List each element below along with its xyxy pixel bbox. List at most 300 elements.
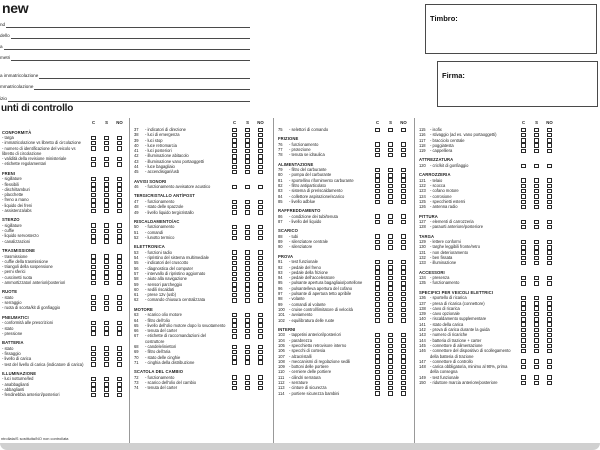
checkbox-no[interactable] (547, 225, 552, 230)
checkbox-c[interactable] (521, 164, 526, 169)
checkbox-c[interactable] (375, 391, 380, 396)
item-number: 123 (419, 188, 426, 194)
item-label: - parabrezza (289, 337, 312, 343)
checkbox-no[interactable] (401, 128, 406, 133)
item-number: 88 (278, 233, 283, 239)
item-label: - luce bagagliaio (145, 164, 175, 170)
checkbox-no[interactable] (117, 306, 122, 311)
item-label: - lettere conformi (430, 239, 461, 245)
item-label: - dischi/tamburi (2, 186, 30, 192)
checkbox-c[interactable] (375, 245, 380, 250)
checkbox-no[interactable] (117, 239, 122, 244)
section-title: ACCESSORI (419, 269, 445, 275)
checkbox-s[interactable] (104, 393, 109, 398)
item-label: - cavo di ricarica (430, 305, 460, 311)
item-number: 62 (134, 297, 139, 303)
checklist-item (2, 305, 126, 310)
item-number: 104 (278, 337, 285, 343)
section-title: TERGICRISTALLO ANT/POST (134, 193, 195, 199)
item-label: - tenuta del carter (145, 328, 178, 334)
item-number: 71 (134, 359, 139, 365)
check-header-cell: C (375, 120, 380, 125)
check-header-row (134, 120, 267, 126)
item-label: - carica obbligatoria, minimo al 90%, prima della consegna (430, 364, 508, 375)
checkbox-s[interactable] (104, 239, 109, 244)
checkbox-s[interactable] (104, 331, 109, 336)
checkbox-no[interactable] (117, 209, 122, 214)
item-label: - comandi (145, 229, 163, 235)
item-label: - test del livello di carica (indicatore di carica) (2, 361, 84, 367)
item-label: - selettori di comando (289, 127, 329, 132)
checkbox-c[interactable] (232, 170, 237, 175)
item-label: - tappetini anteriori/posteriori (289, 332, 341, 338)
item-label: - intervallo di ripristino aggiornato (145, 270, 206, 276)
form-field-line[interactable] (11, 60, 250, 61)
item-number: 141 (419, 321, 426, 327)
item-label: - pulsante di apertura tetto apribile (289, 291, 352, 297)
checkbox-no[interactable] (547, 149, 552, 154)
checklist-item (419, 348, 556, 359)
check-header-cell: NO (116, 120, 123, 125)
item-label: - sigillature (2, 176, 22, 182)
item-label: - pompa del carburante (289, 172, 332, 178)
legend-text: ntrollata/S sostituita/NO non controllata (1, 436, 69, 441)
item-number: 102 (278, 317, 285, 323)
checklist-item (419, 148, 556, 153)
item-number: 77 (278, 147, 283, 153)
form-field-label: a (0, 44, 3, 49)
item-number: 109 (278, 364, 285, 370)
checklist-item (278, 318, 410, 323)
checkbox-c[interactable] (375, 153, 380, 158)
checkbox-no[interactable] (258, 170, 263, 175)
item-label: - flessibili (2, 181, 19, 187)
signature-box[interactable] (437, 61, 598, 107)
checkbox-s[interactable] (534, 164, 539, 169)
form-field-line[interactable] (11, 38, 250, 39)
checkbox-c[interactable] (232, 334, 237, 339)
item-label: - silenziatore centrale (289, 239, 328, 245)
signature-label: Firma: (442, 71, 465, 80)
section-title: RUOTE (2, 289, 18, 295)
checkbox-no[interactable] (117, 393, 122, 398)
checkbox-s[interactable] (388, 128, 393, 133)
item-number: 107 (278, 353, 285, 359)
checkbox-c[interactable] (91, 393, 96, 398)
checkbox-no[interactable] (258, 298, 263, 303)
check-header-row (419, 120, 556, 126)
item-label: - funzionamento (289, 141, 319, 147)
item-label: - comandi al volante (289, 301, 326, 307)
item-label: - canalizzazioni (2, 238, 30, 244)
section-title: INTERNI (278, 326, 296, 332)
checklist-item (134, 169, 267, 174)
item-label: - connettore di controllo (430, 358, 473, 364)
item-number: 121 (419, 177, 426, 183)
form-field-line[interactable] (4, 49, 250, 50)
item-number: 84 (278, 193, 283, 199)
checkbox-c[interactable] (375, 128, 380, 133)
checkbox-c[interactable] (91, 281, 96, 286)
checklist-item (278, 219, 410, 224)
checkbox-s[interactable] (104, 306, 109, 311)
item-number: 74 (134, 385, 139, 391)
checkbox-c[interactable] (232, 210, 237, 215)
item-label: - sigillature (2, 222, 22, 228)
checkbox-s[interactable] (388, 391, 393, 396)
checkbox-c[interactable] (232, 185, 237, 190)
item-label: - pedale del freno (289, 264, 321, 270)
checkbox-s[interactable] (245, 210, 250, 215)
item-number: 131 (419, 249, 426, 255)
item-label: - ruota di scorta/kit di gonfiaggio (2, 305, 61, 311)
checkbox-s[interactable] (534, 205, 539, 210)
item-label: - fissaggio (2, 350, 21, 356)
checkbox-c[interactable] (232, 386, 237, 391)
item-label: - luce retromarcia (145, 142, 177, 148)
checkbox-no[interactable] (401, 318, 406, 323)
checkbox-no[interactable] (547, 205, 552, 210)
checklist-item (134, 360, 267, 365)
form-field-line[interactable] (34, 89, 250, 90)
checkbox-c[interactable] (521, 381, 526, 386)
item-label: - cruise control/limitatore di velocità (289, 306, 353, 312)
checkbox-no[interactable] (401, 391, 406, 396)
item-label: - pedale della frizione (289, 269, 328, 275)
form-field-row (0, 80, 250, 90)
item-label: - scarico dell'olio del cambio (145, 379, 197, 385)
checkbox-no[interactable] (117, 162, 122, 167)
item-label: - funzionamento avvisatore acustico (145, 184, 211, 190)
form-field-line[interactable] (8, 101, 250, 102)
checkbox-c[interactable] (91, 362, 96, 367)
checkbox-c[interactable] (521, 349, 526, 354)
checkbox-no[interactable] (258, 360, 263, 365)
checkbox-s[interactable] (245, 170, 250, 175)
checkbox-no[interactable] (401, 220, 406, 225)
item-label: - etichette regolamentari (2, 161, 47, 167)
item-label: - riduttore marcia anteriore/posteriore (430, 379, 498, 385)
checkbox-c[interactable] (375, 200, 380, 205)
checkbox-s[interactable] (245, 386, 250, 391)
checkbox-no[interactable] (258, 386, 263, 391)
checkbox-s[interactable] (104, 209, 109, 214)
checkbox-s[interactable] (104, 162, 109, 167)
checkbox-c[interactable] (232, 236, 237, 241)
checkbox-no[interactable] (117, 281, 122, 286)
item-number: 120 (419, 162, 426, 168)
checkbox-no[interactable] (401, 200, 406, 205)
checklist-item (278, 127, 410, 132)
item-label: - corrosione (430, 193, 452, 199)
item-label: - isofix (430, 127, 442, 132)
form-field-label: metri (0, 55, 11, 60)
checklist-item (134, 385, 267, 390)
section-title: ELETTRONICA (134, 244, 165, 250)
item-label: - fendinebbia anteriori/posteriori (2, 392, 60, 398)
checkbox-s[interactable] (104, 146, 109, 151)
item-label: - paraurti anteriore/posteriore (430, 224, 484, 230)
item-label: - liquido dei freni (2, 202, 33, 208)
section-title: FRENI (2, 170, 16, 176)
item-label: - livello liquido tergicristallo (145, 209, 194, 215)
item-number: 92 (278, 264, 283, 270)
item-label: - bottoni delle portiere (289, 364, 329, 370)
form-field-row (0, 69, 250, 79)
stamp-label: Timbro: (430, 14, 458, 23)
item-number: 149 (419, 374, 426, 380)
checkbox-c[interactable] (521, 225, 526, 230)
checklist-column-4 (414, 118, 600, 443)
item-number: 99 (278, 301, 283, 307)
item-number: 143 (419, 332, 426, 338)
checkbox-c[interactable] (232, 298, 237, 303)
checkbox-c[interactable] (91, 331, 96, 336)
checklist-item (2, 146, 126, 157)
section-title: PROVA (278, 253, 294, 259)
check-header-cell: NO (257, 120, 264, 125)
item-label: - cric/kit di gonfiaggio (430, 162, 469, 168)
item-label: - riscaldamento supplementare (430, 316, 487, 322)
checkbox-s[interactable] (534, 225, 539, 230)
item-number: 43 (134, 158, 139, 164)
item-number: 115 (419, 127, 426, 132)
checkbox-c[interactable] (91, 146, 96, 151)
item-label: - filtro dell'olio (145, 317, 170, 323)
checkbox-s[interactable] (534, 349, 539, 354)
item-number: 86 (278, 213, 283, 219)
checkbox-s[interactable] (104, 281, 109, 286)
section-title: ILLUMINAZIONE (2, 370, 37, 376)
checkbox-no[interactable] (117, 331, 122, 336)
checkbox-no[interactable] (258, 210, 263, 215)
checkbox-c[interactable] (91, 306, 96, 311)
section-title: PNEUMATICI (2, 314, 29, 320)
item-label: - indicatori del cruscotto (145, 260, 189, 266)
item-number: 137 (419, 300, 426, 306)
checkbox-no[interactable] (117, 362, 122, 367)
item-label: - tenuta se idraulica (289, 152, 325, 158)
checkbox-s[interactable] (245, 298, 250, 303)
item-label: - numero di ricariche (430, 332, 468, 338)
checkbox-s[interactable] (534, 149, 539, 154)
item-number: 89 (278, 239, 283, 245)
item-label: - cavo opzionale (430, 311, 460, 317)
form-field-line[interactable] (6, 27, 250, 28)
item-number: 76 (278, 141, 283, 147)
checkbox-s[interactable] (245, 360, 250, 365)
item-label: - cinture di sicurezza (289, 385, 327, 391)
checklist-title: unti di controllo (1, 103, 74, 114)
item-number: 111 (278, 374, 285, 380)
checkbox-s[interactable] (245, 185, 250, 190)
checklist-column-1 (0, 118, 129, 443)
item-label: - comando chiusura centralizzata (145, 297, 206, 303)
checklist-item (2, 161, 126, 166)
checkbox-no[interactable] (258, 236, 263, 241)
checklist-item (278, 391, 410, 396)
checklist-item (419, 163, 556, 168)
item-number: 146 (419, 348, 426, 354)
section-title: PITTURA (419, 213, 438, 219)
check-header-cell: S (105, 120, 108, 125)
item-number: 139 (419, 311, 426, 317)
checkbox-no[interactable] (258, 334, 263, 339)
item-number: 105 (278, 342, 285, 348)
checklist-column-2 (129, 118, 273, 443)
stamp-box[interactable] (425, 4, 597, 54)
item-number: 49 (134, 209, 139, 215)
item-label: - stato (2, 345, 14, 351)
checkbox-s[interactable] (245, 334, 250, 339)
checklist-item (419, 380, 556, 385)
item-label: - protezione (289, 147, 311, 153)
section-title: FRIZIONE (278, 136, 299, 142)
item-number: 46 (134, 184, 139, 190)
checkbox-no[interactable] (117, 146, 122, 151)
checkbox-s[interactable] (245, 236, 250, 241)
form-field-row (0, 92, 250, 102)
item-label: - stato (2, 325, 14, 331)
checklist-item (2, 331, 126, 336)
checklist-item (278, 244, 410, 249)
checkbox-no[interactable] (547, 281, 552, 286)
item-number: 55 (134, 260, 139, 266)
check-header-row (2, 120, 126, 126)
item-number: 122 (419, 183, 426, 189)
checklist-item (419, 260, 556, 265)
checkbox-c[interactable] (521, 149, 526, 154)
item-number: 91 (278, 259, 283, 265)
item-label: - specchietti esterni (430, 198, 466, 204)
checkbox-c[interactable] (91, 239, 96, 244)
checkbox-no[interactable] (547, 381, 552, 386)
checkbox-no[interactable] (258, 185, 263, 190)
item-label: - cappelliera (430, 148, 453, 154)
checkbox-s[interactable] (534, 381, 539, 386)
checkbox-no[interactable] (547, 349, 552, 354)
item-label: - volante (289, 296, 305, 302)
checkbox-c[interactable] (375, 220, 380, 225)
item-number: 69 (134, 349, 139, 355)
item-number: 97 (278, 291, 283, 297)
item-number: 72 (134, 374, 139, 380)
item-number: 94 (278, 275, 283, 281)
item-label: - freno a mano (2, 197, 29, 203)
section-title: CARROZZERIA (419, 172, 451, 178)
checkbox-s[interactable] (388, 318, 393, 323)
checkbox-c[interactable] (232, 360, 237, 365)
item-number: 110 (278, 369, 285, 375)
checkbox-no[interactable] (401, 153, 406, 158)
item-number: 124 (419, 193, 426, 199)
checkbox-s[interactable] (388, 153, 393, 158)
checklist-item (2, 362, 126, 367)
item-label: - sedili riscaldati (145, 286, 175, 292)
item-label: - stivaggio (ad es. vano portaoggetti) (430, 132, 497, 138)
item-label: - lunotto termico (145, 234, 175, 240)
checkbox-s[interactable] (388, 220, 393, 225)
checkbox-no[interactable] (547, 365, 552, 370)
item-label: - livello adblue (289, 198, 316, 204)
item-label: - luci stop (145, 137, 163, 143)
section-title: RISCALDAMENTO/AC (134, 218, 180, 224)
item-label: - non deterioramento (430, 249, 469, 255)
item-number: 95 (278, 280, 283, 286)
checkbox-s[interactable] (104, 362, 109, 367)
item-label: - silenziatore (289, 244, 313, 250)
item-number: 87 (278, 219, 283, 225)
item-number: 106 (278, 348, 285, 354)
checkbox-s[interactable] (534, 261, 539, 266)
item-number: 73 (134, 379, 139, 385)
item-label: - funzionamento (145, 374, 175, 380)
item-label: - candele/iniettori (145, 344, 177, 349)
item-label: - antenna radio (430, 204, 458, 210)
checkbox-s[interactable] (534, 281, 539, 286)
item-number: 100 (278, 306, 285, 312)
checkbox-c[interactable] (91, 162, 96, 167)
section-title: MOTORE (134, 306, 153, 312)
checkbox-no[interactable] (401, 245, 406, 250)
item-number: 96 (278, 285, 283, 291)
item-number: 125 (419, 198, 426, 204)
checkbox-c[interactable] (375, 318, 380, 323)
checklist-item (2, 280, 126, 285)
item-label: - luci di emergenza (145, 132, 180, 138)
item-label: - numero di identificazione del veicolo vs libretto di circolazione (2, 145, 76, 156)
form-field-line[interactable] (39, 78, 250, 79)
item-number: 126 (419, 204, 426, 210)
checkbox-c[interactable] (521, 365, 526, 370)
item-number: 68 (134, 344, 139, 349)
checklist-item (419, 224, 556, 229)
item-label: - filtro dell'aria (145, 349, 171, 355)
item-label: - filtro del carburante (289, 167, 327, 173)
checkbox-no[interactable] (547, 261, 552, 266)
section-title: AVVISI SONORI (134, 178, 167, 184)
checkbox-s[interactable] (388, 245, 393, 250)
section-title: RAFFREDDAMENTO (278, 208, 321, 214)
item-number: 54 (134, 255, 139, 261)
item-number: 113 (278, 385, 285, 391)
item-label: - stato (2, 294, 14, 300)
checklist-item (278, 152, 410, 157)
item-label: - abbaglianti (2, 386, 25, 392)
item-label: - stato delle spazzole (145, 204, 184, 210)
item-label: - elementi di carrozzeria (430, 219, 474, 225)
item-label: - tenuta del carter (145, 385, 178, 391)
item-number: 81 (278, 177, 283, 183)
checkbox-c[interactable] (521, 281, 526, 286)
item-label: - prese 12v (usb) (145, 292, 176, 298)
checkbox-no[interactable] (547, 164, 552, 169)
item-number: 117 (419, 137, 426, 143)
item-number: 147 (419, 358, 426, 364)
item-number: 40 (134, 142, 139, 148)
section-title: BATTERIA (2, 340, 24, 346)
item-label: - specchi di cortesia (289, 348, 326, 354)
checkbox-c[interactable] (521, 261, 526, 266)
section-title: TARGA (419, 233, 435, 239)
checkbox-s[interactable] (388, 200, 393, 205)
checkbox-s[interactable] (534, 365, 539, 370)
checkbox-c[interactable] (91, 209, 96, 214)
checkbox-c[interactable] (521, 205, 526, 210)
page-edge-shadow (0, 443, 600, 450)
checklist-item (419, 204, 556, 209)
section-title: SCARICO (278, 228, 299, 234)
